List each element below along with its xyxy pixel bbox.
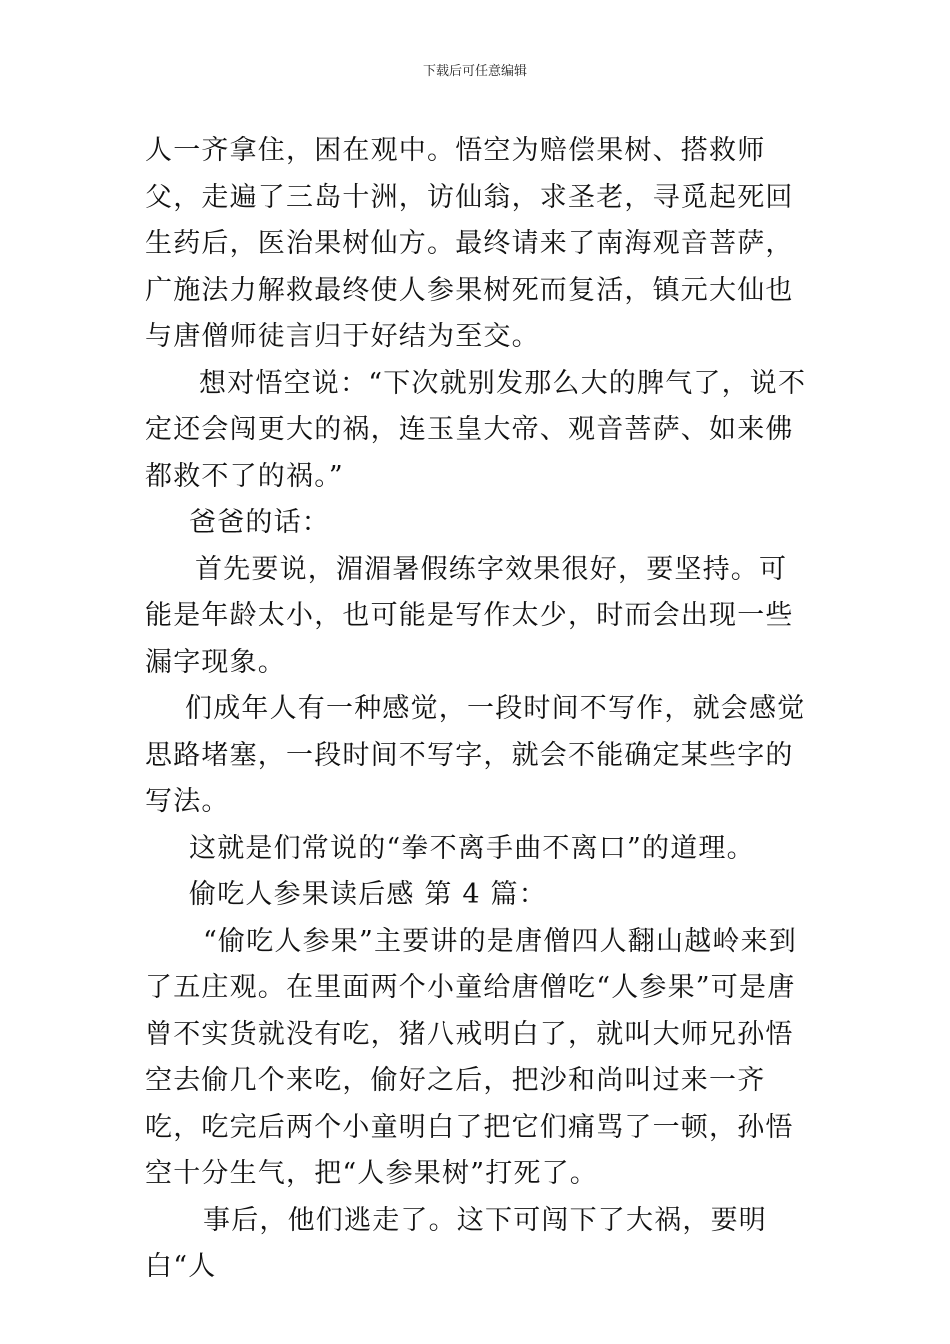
document-body — [145, 128, 811, 1291]
section-heading: 偷吃人参果读后感 第 4 篇： — [189, 879, 547, 910]
paragraph: “偷吃人参果”主要讲的是唐僧四人翻山越岭来到了五庄观。在里面两个小童给唐僧吃“人参果”可是唐曾不实货就没有吃，猪八戒明白了，就叫大师兄孙悟空去偷几个来吃，偷好之后，把沙和尚叫过来一齐吃，吃完后两个小童明白了把它们痛骂了一顿，孙悟空十分生气，把“人参果树”打死了。 — [145, 925, 798, 1189]
paragraph: 想对悟空说：“下次就别发那么大的脾气了，说不定还会闯更大的祸，连玉皇大帝、观音菩萨、如来佛都救不了的祸。” — [145, 367, 807, 492]
paragraph: 事后，他们逃走了。这下可闯下了大祸，要明白“人 — [145, 1204, 767, 1282]
page-header: 下载后可任意编辑 — [422, 64, 527, 79]
paragraph: 这就是们常说的“拳不离手曲不离口”的道理。 — [189, 832, 755, 864]
paragraph: 首先要说，湄湄暑假练字效果很好，要坚持。可能是年龄太小，也可能是写作太少，时而会出现一些漏字现象。 — [145, 553, 794, 678]
paragraph: 们成年人有一种感觉，一段时间不写作，就会感觉思路堵塞，一段时间不写字，就会不能确定某些字的写法。 — [145, 693, 806, 817]
paragraph: 人一齐拿住，困在观中。悟空为赔偿果树、搭救师父，走遍了三岛十洲，访仙翁，求圣老，寻觅起死回生药后，医治果树仙方。最终请来了南海观音菩萨，广施法力解救最终使人参果树死而复活，镇元大仙也与唐僧师徒言归于好结为至交。 — [145, 135, 794, 352]
paragraph: 爸爸的话： — [189, 507, 330, 538]
